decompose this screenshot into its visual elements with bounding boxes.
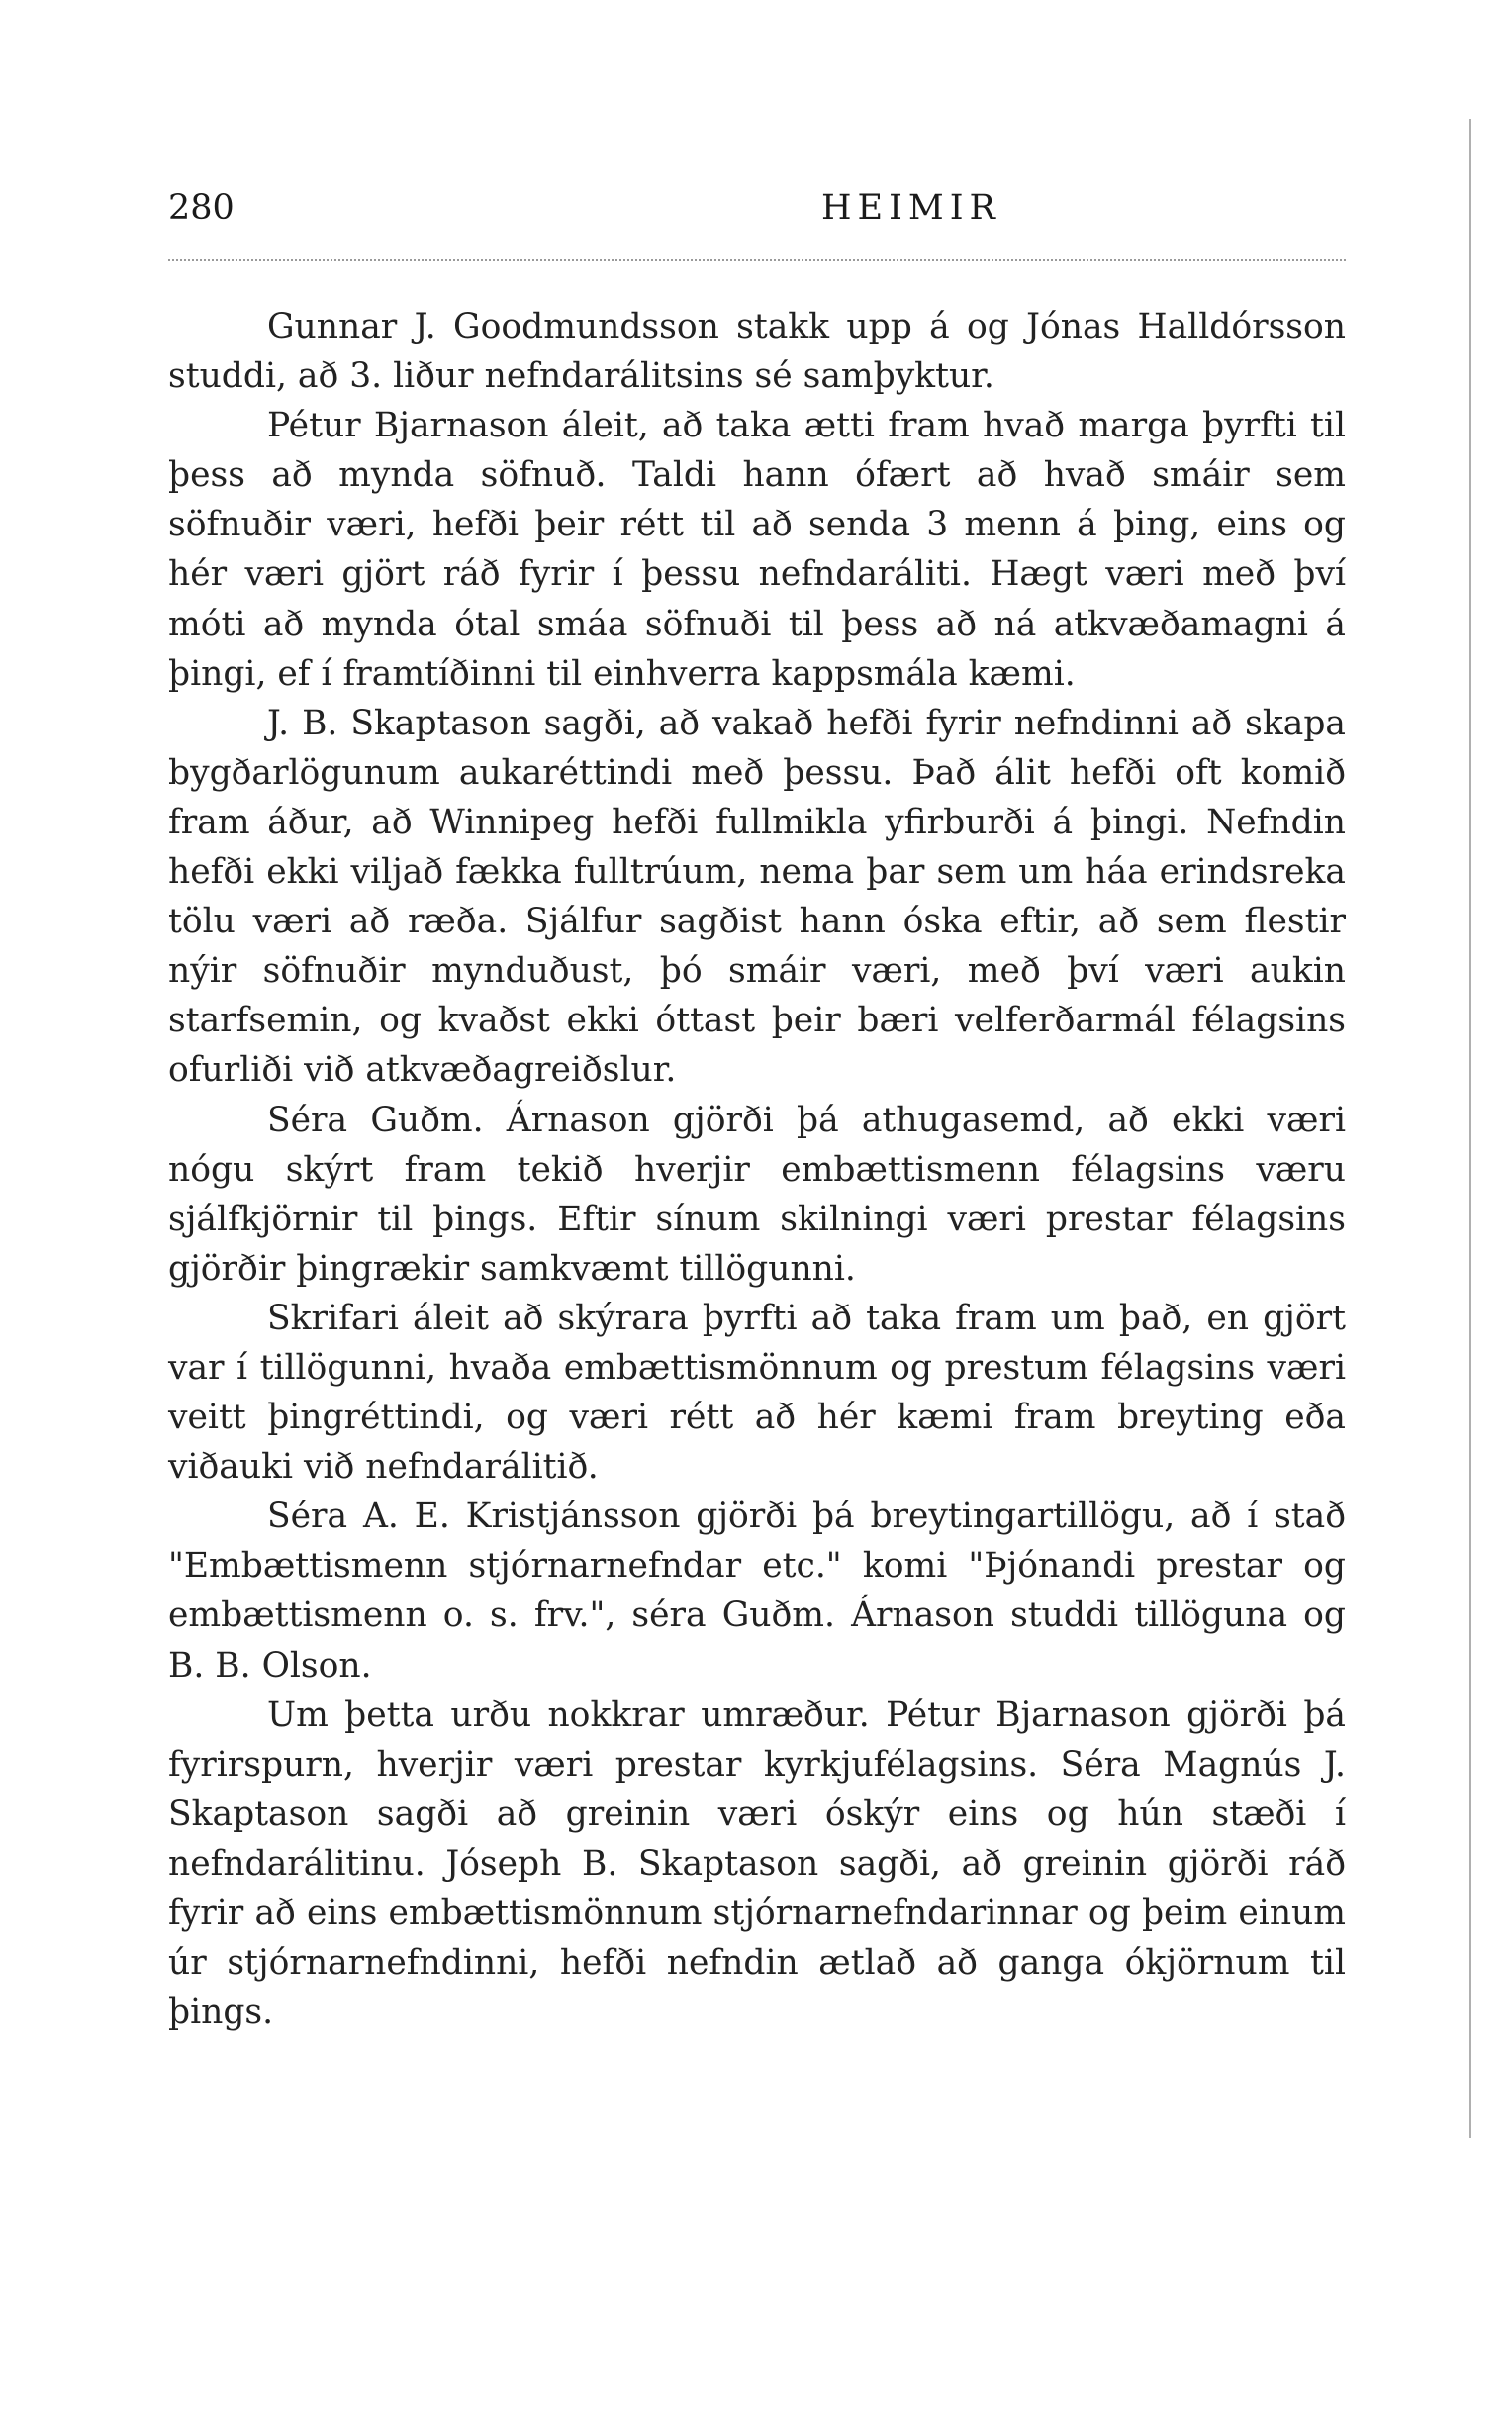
paragraph: Séra Guðm. Árnason gjörði þá athugasemd, að ekki væri nógu skýrt fram tekið hverjir embættismenn félagsins væru sjálfkjörnir til þings. Eftir sínum skilningi væri prestar félagsins gjörðir þingrækir samkvæmt tillögunni. (168, 1100, 1346, 1289)
paragraph: Séra A. E. Kristjánsson gjörði þá breytingartillögu, að í stað "Embættismenn stjórnarnefndar etc." komi "Þjónandi prestar og embættismenn o. s. frv.", séra Guðm. Árnason studdi tillöguna og B. B. Olson. (168, 1497, 1346, 1686)
page-number: 280 (168, 188, 235, 228)
paragraph: Skrifari áleit að skýrara þyrfti að taka fram um það, en gjört var í tillögunni, hvaða embættismönnum og prestum félagsins væri veitt þingréttindi, og væri rétt að hér kæmi fram breyting eða viðauki við nefndarálitið. (168, 1298, 1346, 1488)
header-rule (168, 259, 1346, 261)
body-text (168, 302, 1346, 2037)
paragraph: J. B. Skaptason sagði, að vakað hefði fyrir nefndinni að skapa bygðarlögunum aukaréttindi með þessu. Það álit hefði oft komið fram áður, að Winnipeg hefði fullmikla yfirburði á þingi. Nefndin hefði ekki viljað fækka fulltrúum, nema þar sem um háa erindsreka tölu væri að ræða. Sjálfur sagðist hann óska eftir, að sem flestir nýir söfnuðir mynduðust, þó smáir væri, með því væri aukin starfsemin, og kvaðst ekki óttast þeir bæri velferðarmál félagsins ofurliði við atkvæðagreiðslur. (168, 703, 1346, 1091)
running-head: HEIMIR (821, 188, 1001, 228)
paragraph: Gunnar J. Goodmundsson stakk upp á og Jónas Halldórsson studdi, að 3. liður nefndarálitsins sé samþyktur. (168, 307, 1346, 397)
page-header (168, 188, 1405, 238)
paragraph: Um þetta urðu nokkrar umræður. Pétur Bjarnason gjörði þá fyrirspurn, hverjir væri prestar kyrkjufélagsins. Séra Magnús J. Skaptason sagði að greinin væri óskýr eins og hún stæði í nefndarálitinu. Jóseph B. Skaptason sagði, að greinin gjörði ráð fyrir að eins embættismönnum stjórnarnefndarinnar og þeim einum úr stjórnarnefndinni, hefði nefndin ætlað að ganga ókjörnum til þings. (168, 1694, 1346, 2033)
scan-edge-line (1469, 119, 1471, 2138)
paragraph: Pétur Bjarnason áleit, að taka ætti fram hvað marga þyrfti til þess að mynda söfnuð. Taldi hann ófært að hvað smáir sem söfnuðir væri, hefði þeir rétt til að senda 3 menn á þing, eins og hér væri gjört ráð fyrir í þessu nefndaráliti. Hægt væri með því móti að mynda ótal smáa söfnuði til þess að ná atkvæðamagni á þingi, ef í framtíðinni til einhverra kappsmála kæmi. (168, 406, 1346, 694)
